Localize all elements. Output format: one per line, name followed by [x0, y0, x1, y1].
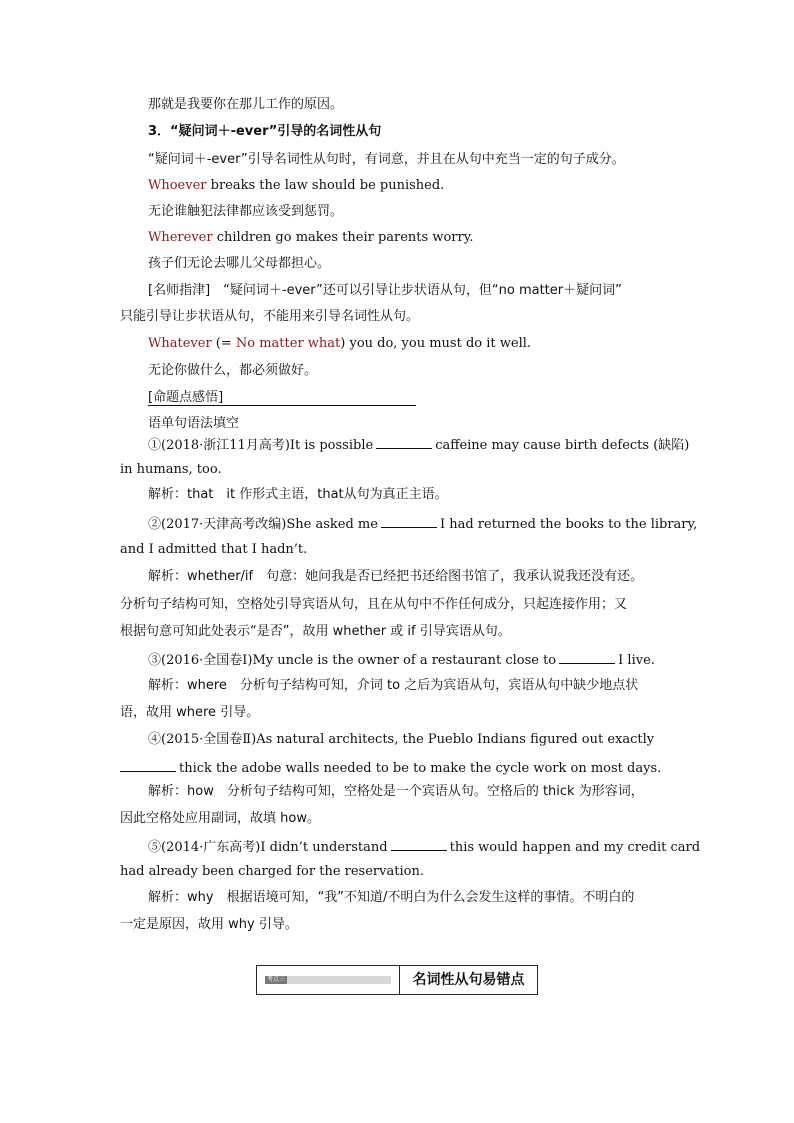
section-tag: 考点三	[266, 976, 285, 983]
section-label: [命题点感悟]	[148, 390, 224, 405]
answer-blank	[391, 838, 447, 851]
question-text	[120, 759, 676, 777]
question-2	[148, 515, 698, 533]
question-4: ④(2015·全国卷Ⅱ)As natural architects, the Pueblo Indians figured out exactly	[148, 732, 655, 747]
question-text: in humans, too.	[120, 462, 222, 477]
answer-explanation: 因此空格处应用副词，故填 how。	[120, 811, 320, 826]
question-5	[148, 838, 701, 856]
section-title: 名词性从句易错点	[412, 972, 525, 988]
question-3	[148, 651, 676, 669]
answer-blank	[381, 515, 437, 528]
section-header	[256, 965, 538, 995]
answer-explanation: 分析句子结构可知，空格处引导宾语从句，且在从句中不作任何成分，只起连接作用；又	[120, 597, 628, 612]
text-line: “疑问词＋-ever”引导名词性从句时，有词意，并且在从句中充当一定的句子成分。	[148, 152, 625, 167]
translation: 无论你做什么，都必须做好。	[148, 363, 318, 378]
question-text: caffeine may cause birth defects (缺陷)	[435, 438, 690, 453]
highlight-word: Wherever	[148, 230, 213, 245]
answer-explanation: 解析：how 分析句子结构可知，空格处是一个宾语从句。空格后的 thick 为形容词，	[148, 784, 644, 799]
question-text: ②(2017·天津高考改编)She asked me	[148, 517, 378, 532]
question-text: this would happen and my credit card	[449, 840, 701, 855]
question-text: thick the adobe walls needed to be to make the cycle work on most days.	[179, 761, 662, 776]
divider	[148, 405, 416, 406]
question-text: ③(2016·全国卷Ⅰ)My uncle is the owner of a restaurant close to	[148, 653, 557, 668]
answer-blank	[120, 759, 176, 772]
sentence-text: ) you do, you must do it well.	[340, 336, 532, 351]
answer-explanation: 解析：that it 作形式主语，that从句为真正主语。	[148, 487, 448, 502]
question-text: ①(2018·浙江11月高考)It is possible	[148, 438, 374, 453]
translation: 孩子们无论去哪儿父母都担心。	[148, 256, 331, 271]
sentence-text: (=	[211, 336, 236, 351]
answer-explanation: 解析：whether/if 句意：她问我是否已经把书还给图书馆了，我承认说我还没有还。	[148, 569, 644, 584]
text-line: 那就是我要你在那儿工作的原因。	[148, 97, 344, 112]
answer-blank	[376, 436, 432, 449]
exercise-heading: 语单句语法填空	[148, 416, 240, 431]
question-text: I live.	[618, 653, 655, 668]
question-text: and I admitted that I hadn’t.	[120, 542, 308, 557]
section-tag-area	[257, 966, 400, 994]
highlight-word: Whoever	[148, 178, 207, 193]
translation: 无论谁触犯法律都应该受到惩罚。	[148, 204, 344, 219]
example-sentence	[148, 230, 676, 246]
highlight-word: No matter what	[235, 336, 341, 351]
answer-explanation: 根据句意可知此处表示“是否”，故用 whether 或 if 引导宾语从句。	[120, 624, 511, 639]
answer-explanation: 解析：where 分析句子结构可知，介词 to 之后为宾语从句，宾语从句中缺少地点状	[148, 678, 639, 693]
sentence-text: children go makes their parents worry.	[212, 230, 474, 245]
tip-line: 只能引导让步状语从句，不能用来引导名词性从句。	[120, 309, 420, 324]
answer-blank	[559, 651, 615, 664]
answer-explanation: 解析：why 根据语境可知，“我”不知道/不明白为什么会发生这样的事情。不明白的	[148, 890, 635, 905]
subsection-heading: 3．“疑问词＋-ever”引导的名词性从句	[148, 124, 382, 139]
question-text: ⑤(2014·广东高考)I didn’t understand	[148, 840, 388, 855]
question-text: had already been charged for the reservation.	[120, 864, 424, 879]
question-text: I had returned the books to the library,	[439, 517, 698, 532]
highlight-word: Whatever	[148, 336, 212, 351]
tip-line: [名师指津] “疑问词＋-ever”还可以引导让步状语从句，但“no matter＋疑问词”	[148, 283, 622, 298]
answer-explanation: 一定是原因，故用 why 引导。	[120, 917, 298, 932]
sentence-text: breaks the law should be punished.	[206, 178, 445, 193]
question-1	[148, 436, 690, 454]
example-sentence	[148, 178, 676, 194]
answer-explanation: 语，故用 where 引导。	[120, 705, 260, 720]
example-sentence	[148, 336, 676, 352]
